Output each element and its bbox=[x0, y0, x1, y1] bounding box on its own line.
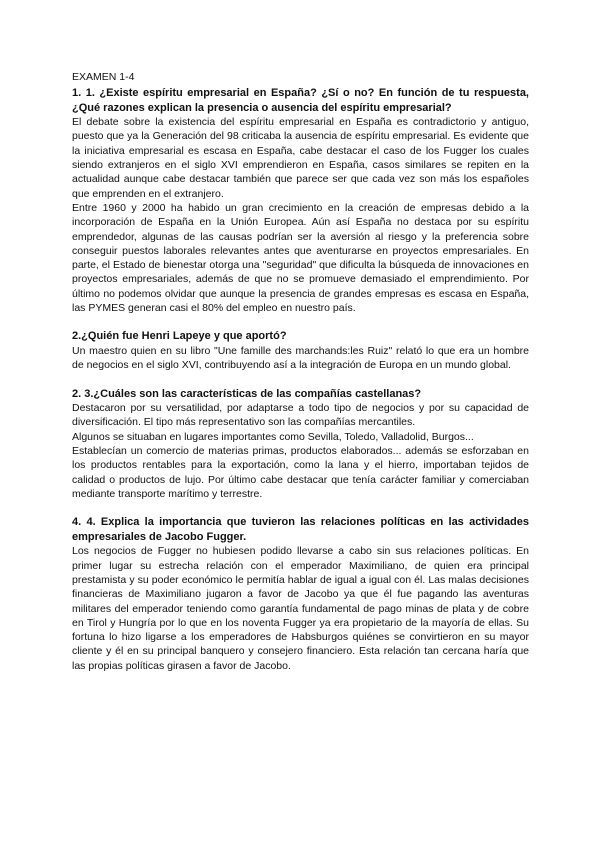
answer-2-paragraph-1: Un maestro quien en su libro "Une famille des marchands:les Ruiz" relató lo que era un hombre de negocios en el siglo XVI, contribuyendo así a la integración de Europa en un mundo global. bbox=[72, 344, 529, 372]
answer-1-paragraph-1: El debate sobre la existencia del espíritu empresarial en España es contradictorio y antiguo, puesto que ya la Generación del 98 criticaba la ausencia de espíritu empresarial. Es evidente que la iniciativa empresarial es escasa en España, cabe destacar el caso de los Fugger los cuales siendo extranjeros en el siglo XVI emprendieron en España, casos similares se repiten en la actualidad aunque cabe destacar también que parece ser que cada vez son más los españoles que emprenden en el extranjero. bbox=[72, 116, 529, 200]
section-4 bbox=[72, 515, 529, 673]
section-spacer bbox=[72, 373, 529, 387]
answer-4-paragraph-1: Los negocios de Fugger no hubiesen podido llevarse a cabo sin sus relaciones políticas. En primer lugar su estrecha relación con el emperador Maximiliano, de quien era principal prestamista y su poder económico le permitía hablar de igual a igual con él. Las malas decisiones financieras de Maximiliano jugaron a favor de Jacobo ya que él fue pagando las aventuras militares del emperador teniendo como garantía fundamental de pago minas de plata y de cobre en Tirol y Hungría por lo que en los noventa Fugger ya era propietario de la mayoría de ellas. Su fortuna lo hizo ligarse a los emperadores de Habsburgos quiénes se convirtieron en su mayor cliente y él en su principal banquero y consejero financiero. Esta relación tan cercana haría que las propias políticas girasen a favor de Jacobo. bbox=[72, 545, 529, 672]
answer-3-paragraph-1: Destacaron por su versatilidad, por adaptarse a todo tipo de negocios y por su capacidad de diversificación. El tipo más representativo son las compañías mercantiles. bbox=[72, 402, 529, 429]
document-title: EXAMEN 1-4 bbox=[72, 71, 135, 83]
section-2 bbox=[72, 329, 529, 372]
document-page bbox=[72, 70, 529, 673]
question-4-heading: 4. 4. Explica la importancia que tuvieron las relaciones políticas en las actividades empresariales de Jacobo Fugger. bbox=[72, 516, 529, 543]
question-1-heading: 1. 1. ¿Existe espíritu empresarial en España? ¿Sí o no? En función de tu respuesta, ¿Qué razones explican la presencia o ausencia del espíritu empresarial? bbox=[72, 87, 529, 114]
question-2-heading: 2.¿Quién fue Henri Lapeye y que aportó? bbox=[72, 330, 287, 343]
answer-1-paragraph-2: Entre 1960 y 2000 ha habido un gran crecimiento en la creación de empresas debido a la incorporación de España en la Unión Europea. Aún así España no destaca por su espíritu emprendedor, algunas de las causas podrían ser la aversión al riesgo y la preferencia sobre conseguir puestos laborales relevantes antes que aventurarse en proyectos empresariales. En parte, el Estado de bienestar otorga una "seguridad" que dificulta la búsqueda de innovaciones en proyectos empresariales, además de que no se promueve demasiado el emprendimiento. Por último no podemos olvidar que aunque la presencia de grandes empresas es escasa en España, las PYMES generan casi el 80% del empleo en nuestro país. bbox=[72, 201, 529, 315]
section-1 bbox=[72, 86, 529, 315]
section-spacer bbox=[72, 501, 529, 515]
section-spacer bbox=[72, 315, 529, 329]
section-3 bbox=[72, 387, 529, 502]
answer-3-paragraph-3: Establecían un comercio de materias primas, productos elaborados... además se esforzaban en los productos rentables para la exportación, como la lana y el hierro, importaban tejidos de calidad o productos de lujo. Por último cabe destacar que tenía carácter familiar y comerciaban mediante transporte marítimo y terrestre. bbox=[72, 445, 529, 500]
question-3-heading: 2. 3.¿Cuáles son las características de las compañías castellanas? bbox=[72, 387, 422, 400]
answer-3-paragraph-2: Algunos se situaban en lugares importantes como Sevilla, Toledo, Valladolid, Burgos... bbox=[72, 430, 474, 443]
